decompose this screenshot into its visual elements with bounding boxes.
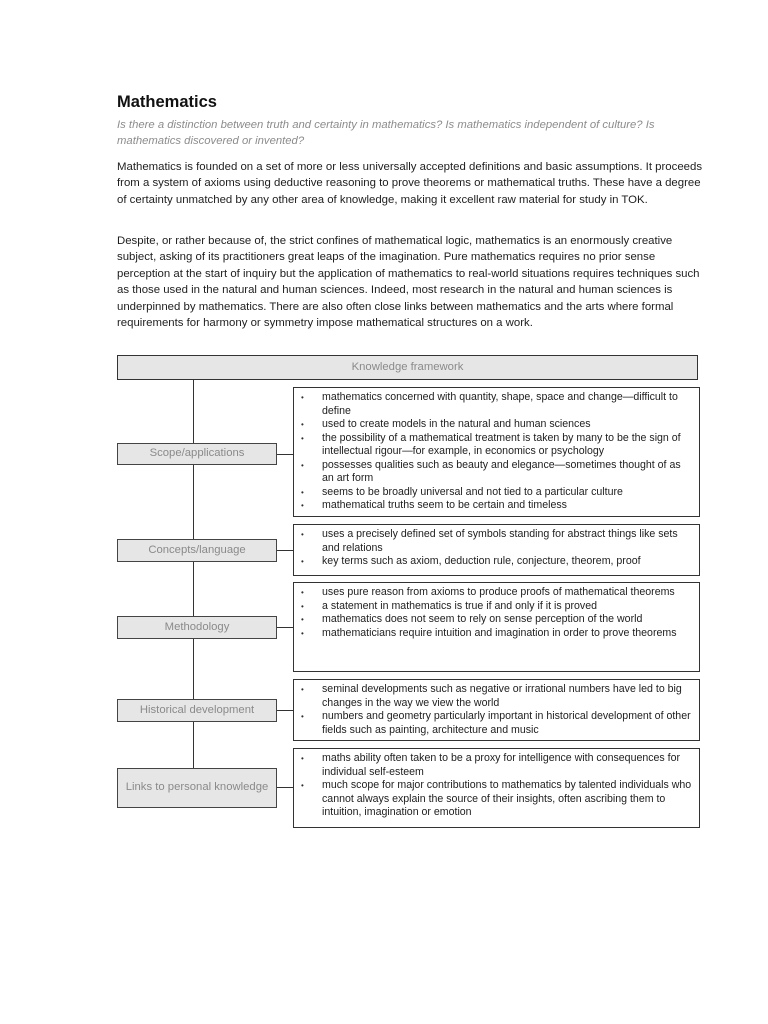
detail-box-historical-development bbox=[293, 679, 700, 741]
list-item: • mathematicians require intuition and imagination in order to prove theorems bbox=[294, 627, 693, 641]
list-item: • numbers and geometry particularly important in historical development of other fields such as painting, architecture and music bbox=[294, 710, 693, 737]
bullet-list bbox=[294, 391, 693, 513]
detail-box-methodology bbox=[293, 582, 700, 672]
detail-box-links-personal-knowledge bbox=[293, 748, 700, 828]
list-item: • mathematical truths seem to be certain and timeless bbox=[294, 499, 693, 513]
bullet-list bbox=[294, 683, 693, 737]
bullet-list bbox=[294, 586, 693, 640]
bullet-list bbox=[294, 528, 693, 569]
category-historical-development: Historical development bbox=[117, 699, 277, 722]
category-links-personal-knowledge: Links to personal knowledge bbox=[117, 768, 277, 808]
list-item: • used to create models in the natural and human sciences bbox=[294, 418, 693, 432]
list-item: • seems to be broadly universal and not tied to a particular culture bbox=[294, 486, 693, 500]
list-item: • a statement in mathematics is true if and only if it is proved bbox=[294, 600, 693, 614]
detail-box-concepts-language bbox=[293, 524, 700, 576]
list-item: • mathematics does not seem to rely on sense perception of the world bbox=[294, 613, 693, 627]
intro-paragraph: Mathematics is founded on a set of more or less universally accepted definitions and basic assumptions. It proceeds from a system of axioms using deductive reasoning to prove theorems or mathematical truths. These have a degree of certainty unmatched by any other area of knowledge, making it excellent raw material for study in TOK. bbox=[117, 161, 703, 206]
category-scope-applications: Scope/applications bbox=[117, 443, 277, 465]
list-item: • seminal developments such as negative or irrational numbers have led to big changes in the way we view the world bbox=[294, 683, 693, 710]
category-methodology: Methodology bbox=[117, 616, 277, 639]
detail-box-scope-applications bbox=[293, 387, 700, 517]
list-item: • key terms such as axiom, deduction rule, conjecture, theorem, proof bbox=[294, 555, 693, 569]
guiding-questions: Is there a distinction between truth and certainty in mathematics? Is mathematics independent of culture? Is mathematics discovered or invented? bbox=[117, 119, 655, 147]
connector-line bbox=[277, 787, 293, 788]
list-item: • possesses qualities such as beauty and elegance—sometimes thought of as an art form bbox=[294, 459, 693, 486]
connector-line bbox=[277, 710, 293, 711]
body-paragraph: Despite, or rather because of, the strict confines of mathematical logic, mathematics is an enormously creative subject, asking of its practitioners great leaps of the imagination. Pure mathematics requires no prior sense perception at the start of inquiry but the application of mathematics to real-world situations requires techniques such as those used in the natural and human sciences. Indeed, most research in the natural and human sciences is underpinned by mathematics. There are also often close links between mathematics and the arts where formal requirements for harmony or symmetry impose mathematical structures on a work. bbox=[117, 235, 700, 330]
page-title: Mathematics bbox=[117, 93, 217, 111]
bullet-list bbox=[294, 752, 693, 820]
list-item: • uses pure reason from axioms to produce proofs of mathematical theorems bbox=[294, 586, 693, 600]
knowledge-framework-header: Knowledge framework bbox=[117, 355, 698, 380]
category-concepts-language: Concepts/language bbox=[117, 539, 277, 562]
connector-line bbox=[277, 550, 293, 551]
connector-line bbox=[277, 627, 293, 628]
list-item: • uses a precisely defined set of symbols standing for abstract things like sets and relations bbox=[294, 528, 693, 555]
list-item: • the possibility of a mathematical treatment is taken by many to be the sign of intellectual rigour—for example, in economics or psychology bbox=[294, 432, 693, 459]
list-item: • maths ability often taken to be a proxy for intelligence with consequences for individual self-esteem bbox=[294, 752, 693, 779]
list-item: • much scope for major contributions to mathematics by talented individuals who cannot always explain the source of their insights, often ascribing them to intuition, imagination or emotion bbox=[294, 779, 693, 820]
list-item: • mathematics concerned with quantity, shape, space and change—difficult to define bbox=[294, 391, 693, 418]
connector-line bbox=[277, 454, 293, 455]
